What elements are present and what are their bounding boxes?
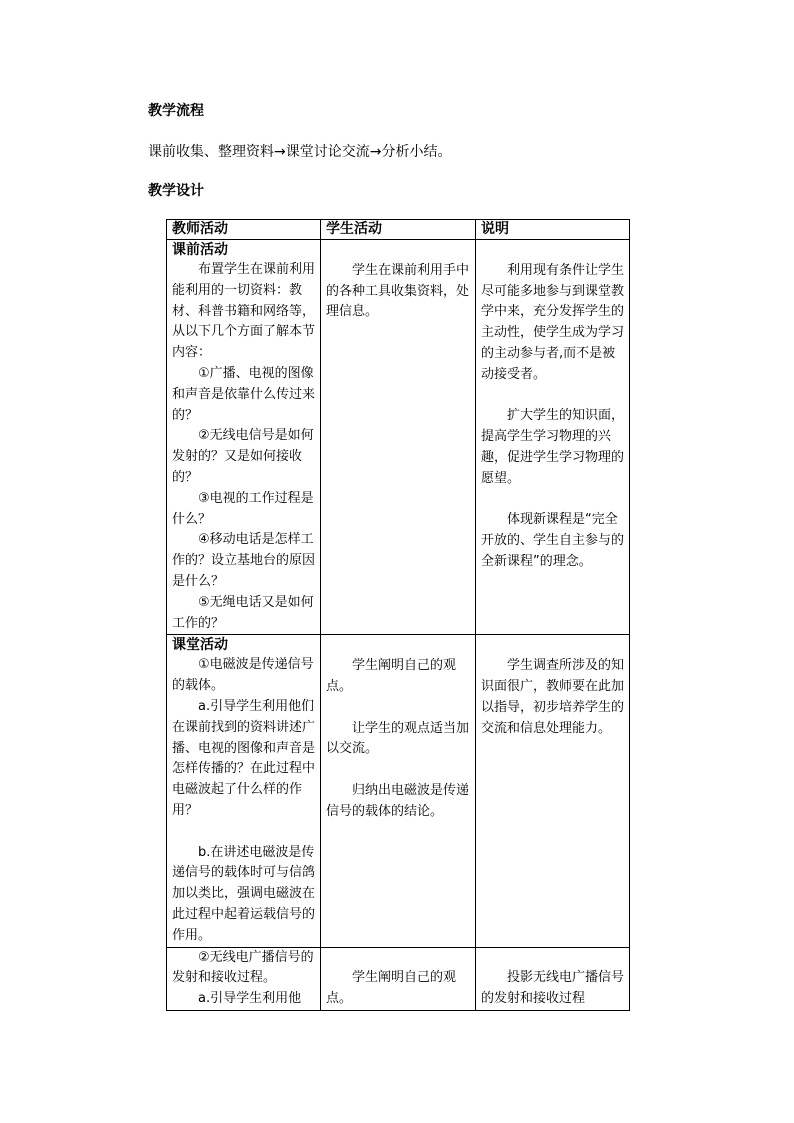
pre-class-question: ①广播、电视的图像和声音是依靠什么传过来的？ [172, 365, 316, 423]
in-class-teacher-cell [167, 635, 321, 947]
pre-class-note: 体现新课程是“完全开放的、学生自主参与的全新课程”的理念。 [481, 512, 625, 569]
section-label-in-class: 课堂活动 [172, 637, 228, 654]
pre-class-note: 利用现有条件让学生尽可能多地参与到课堂教学中来，充分发挥学生的主动性，使学生成为学习的主动参与者,而不是被动接受者。 [481, 262, 625, 382]
in-class-teacher-text: a.引导学生利用他们在课前找到的资料讲述广播、电视的图像和声音是怎样传播的？在此过程中电磁波起了什么样的作用？ [172, 698, 316, 818]
in-class-note-cell [476, 635, 630, 947]
pre-class-student-text: 学生在课前利用手中的各种工具收集资料，处理信息。 [326, 262, 470, 320]
radio-teacher-text: ②无线电广播信号的发射和接收过程。 [172, 949, 314, 986]
radio-student-text: 学生阐明自己的观点。 [326, 970, 457, 1007]
pre-class-teacher-cell [167, 240, 321, 635]
in-class-teacher-text: ①电磁波是传递信号的载体。 [172, 657, 314, 694]
table-row-pre-class [167, 240, 630, 635]
pre-class-student-cell [321, 240, 476, 635]
header-student-activity: 学生活动 [321, 220, 476, 240]
radio-teacher-text: a.引导学生利用他 [198, 991, 302, 1007]
heading-teaching-flow: 教学流程 [148, 103, 204, 119]
pre-class-note: 扩大学生的知识面，提高学生学习物理的兴趣，促进学生学习物理的愿望。 [481, 408, 625, 486]
radio-student-cell [321, 947, 476, 1010]
in-class-student-text: 归纳出电磁波是传递信号的载体的结论。 [326, 782, 470, 819]
teaching-design-table [166, 219, 630, 1011]
in-class-note: 学生调查所涉及的知识面很广，教师要在此加以指导，初步培养学生的交流和信息处理能力。 [481, 658, 625, 736]
in-class-student-cell [321, 635, 476, 947]
in-class-teacher-text: b.在讲述电磁波是传递信号的载体时可与信鸽加以类比，强调电磁波在此过程中起着运载信号的作用。 [172, 844, 316, 943]
teaching-flow-text: 课前收集、整理资料→课堂讨论交流→分析小结。 [148, 144, 452, 160]
section-label-pre-class: 课前活动 [172, 242, 228, 258]
header-teacher-activity: 教师活动 [167, 220, 321, 240]
table-row-radio [167, 947, 630, 1010]
pre-class-question: ③电视的工作过程是什么？ [172, 490, 314, 527]
pre-class-question: ②无线电信号是如何发射的？又是如何接收的？ [172, 428, 314, 485]
pre-class-question: ⑤无绳电话又是如何工作的？ [172, 594, 314, 631]
in-class-student-text: 让学生的观点适当加以交流。 [326, 720, 470, 757]
pre-class-note-cell [476, 240, 630, 635]
header-notes: 说明 [476, 220, 630, 240]
radio-note: 投影无线电广播信号的发射和接收过程 [481, 970, 625, 1007]
heading-teaching-design: 教学设计 [148, 183, 204, 199]
pre-class-question: ④移动电话是怎样工作的？设立基地台的原因是什么？ [172, 532, 316, 589]
table-header-row [167, 220, 630, 240]
radio-note-cell [476, 947, 630, 1010]
radio-teacher-cell [167, 947, 321, 1010]
pre-class-teacher-text: 布置学生在课前利用能利用的一切资料：教材、科普书籍和网络等，从以下几个方面了解本节内容： [172, 262, 316, 361]
in-class-student-text: 学生阐明自己的观点。 [326, 658, 457, 694]
table-row-in-class [167, 635, 630, 947]
